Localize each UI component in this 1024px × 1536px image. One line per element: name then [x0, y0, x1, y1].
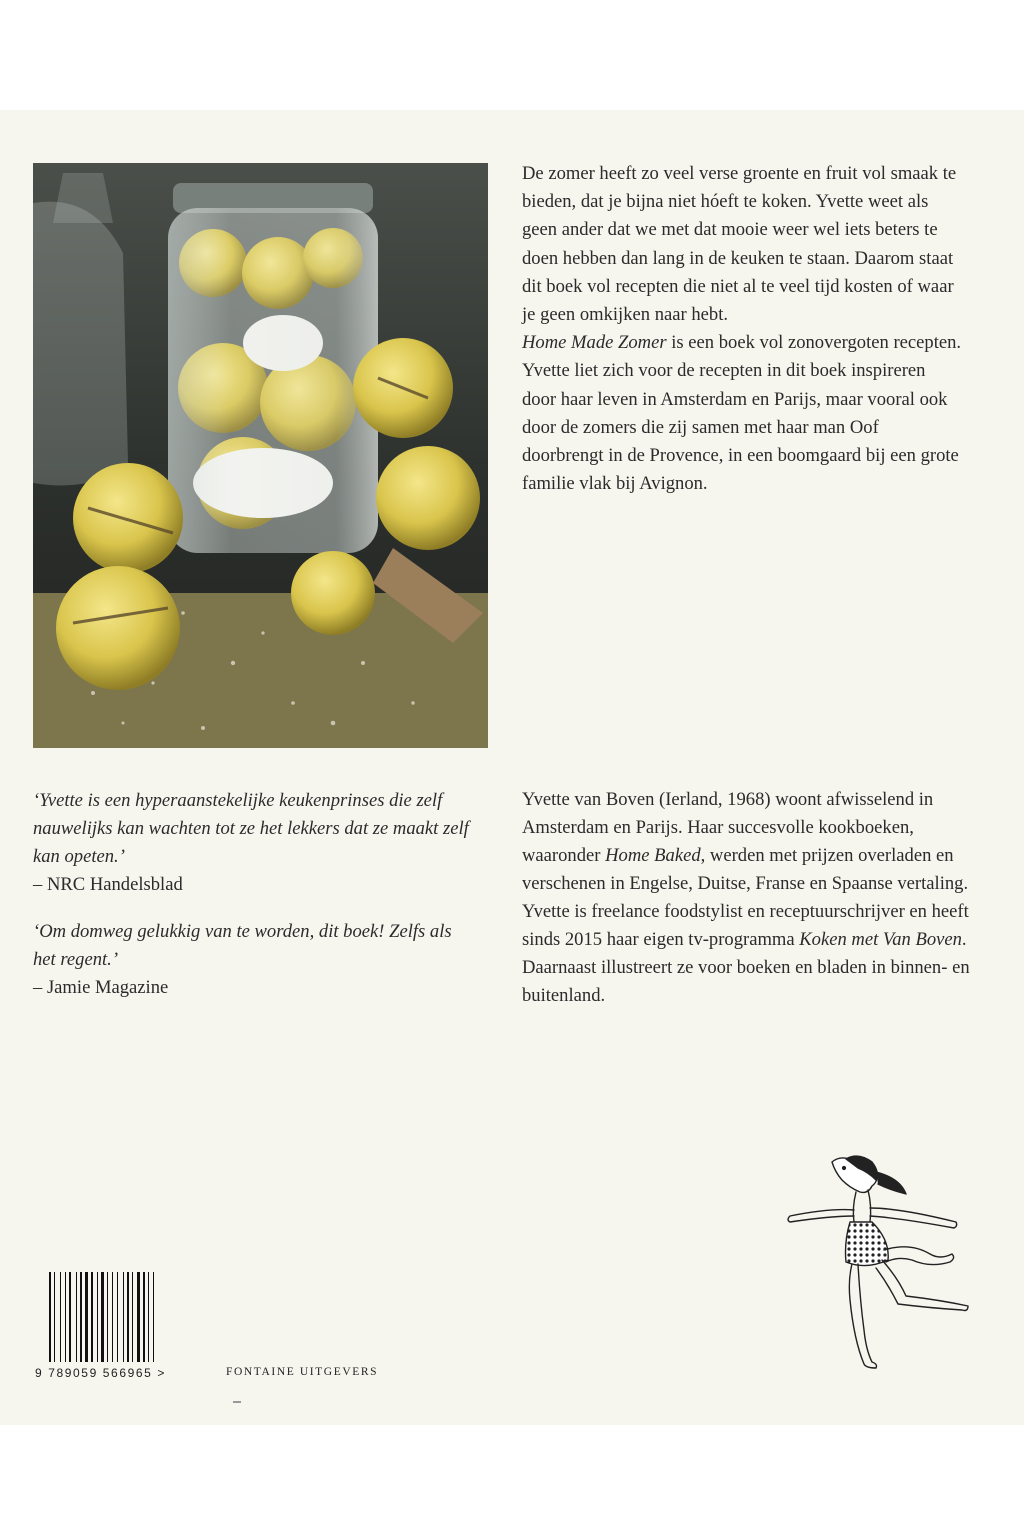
- quote-source: – NRC Handelsblad: [33, 874, 183, 895]
- book-title-italic: Home Made Zomer: [522, 332, 667, 354]
- description-paragraph-2: [522, 329, 962, 498]
- author-bio: [522, 786, 977, 1010]
- bio-text-b: , werden met prijzen overladen en verschenen in Engelse, Duitse, Franse en Spaanse vertaling. Yvette is freelance foodstylist en receptuurschrijver en heeft sinds 2015 haar eigen tv-programma: [522, 845, 969, 950]
- description-paragraph-1: De zomer heeft zo veel verse groente en fruit vol smaak te bieden, dat je bijna niet hóeft te koken. Yvette weet als geen ander dat we met dat mooie weer wel iets beters te doen hebben dan lang in de keuken te staan. Daarom staat dit boek vol recepten die niet al te veel tijd kosten of waar je geen omkijken naar hebt.: [522, 163, 957, 326]
- review-quote: [33, 918, 473, 1002]
- review-quote: [33, 787, 473, 899]
- bio-text-a: Yvette van Boven (Ierland, 1968) woont afwisselend in Amsterdam en Parijs. Haar succesvolle kookboeken, waaronder: [522, 789, 934, 866]
- lemons-jar-image: [33, 163, 488, 748]
- description-text: [522, 160, 962, 498]
- publisher-name: FONTAINE UITGEVERS: [226, 1366, 379, 1378]
- lemons-jar-photo: [33, 163, 488, 748]
- quote-text: ‘Om domweg gelukkig van te worden, dit boek! Zelfs als het regent.’: [33, 921, 452, 970]
- bio-text-c: . Daarnaast illustreert ze voor boeken en bladen in binnen- en buitenland.: [522, 929, 970, 1006]
- isbn-digits: 9 789059 566965 >: [35, 1366, 166, 1380]
- description-paragraph-2-text: is een boek vol zonovergoten recepten. Yvette liet zich voor de recepten in dit boek inspireren door haar leven in Amsterdam en Parijs, maar vooral ook door de zomers die zij samen met haar man Oof doorbrengt in de Provence, in een boomgaard bij een grote familie vlak bij Avignon.: [522, 332, 962, 495]
- barcode-icon: [49, 1272, 181, 1362]
- dancing-dog-illustration: [780, 1150, 980, 1375]
- bio-show-title: Koken met Van Boven: [799, 929, 962, 950]
- quote-text: ‘Yvette is een hyperaanstekelijke keukenprinses die zelf nauwelijks kan wachten tot ze het lekkers dat ze maakt zelf kan opeten.’: [33, 790, 469, 867]
- small-mark: [233, 1401, 241, 1403]
- review-quotes: [33, 787, 473, 1021]
- bio-book-title: Home Baked: [605, 845, 701, 866]
- quote-source: – Jamie Magazine: [33, 977, 169, 998]
